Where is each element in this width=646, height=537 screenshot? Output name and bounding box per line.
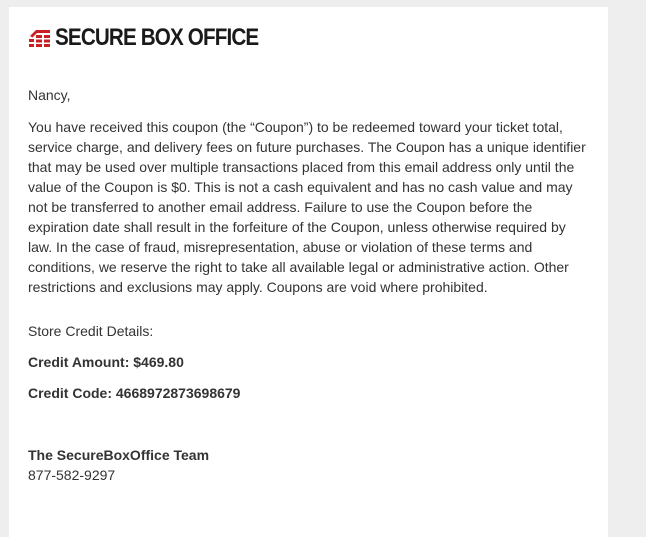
stadium-seats-icon	[28, 27, 52, 49]
brand-logo-text: SECURE BOX OFFICE	[55, 24, 259, 51]
store-credit-details-label: Store Credit Details:	[28, 323, 154, 339]
greeting: Nancy,	[28, 87, 71, 103]
credit-amount: Credit Amount: $469.80	[28, 354, 184, 370]
coupon-terms-paragraph: You have received this coupon (the “Coupon”) to be redeemed toward your ticket total, service charge, and delivery fees on future purchases. The Coupon has a unique identifier that may be used over multiple transactions placed from this email address only until the value of the Coupon is $0. This is not a cash equivalent and has no cash value and may not be transferred to another email address. Failure to use the Coupon before the expiration date shall result in the forfeiture of the Coupon, unless otherwise required by law. In the case of fraud, misrepresentation, abuse or violation of these terms and conditions, we reserve the right to take all available legal or administrative action. Other restrictions and exclusions may apply. Coupons are void where prohibited.	[28, 119, 586, 295]
phone-number: 877-582-9297	[28, 467, 116, 483]
email-body	[28, 85, 593, 485]
credit-code: Credit Code: 4668972873698679	[28, 385, 241, 401]
signature: The SecureBoxOffice Team	[28, 447, 210, 463]
brand-logo	[28, 25, 291, 51]
email-card	[9, 7, 608, 537]
